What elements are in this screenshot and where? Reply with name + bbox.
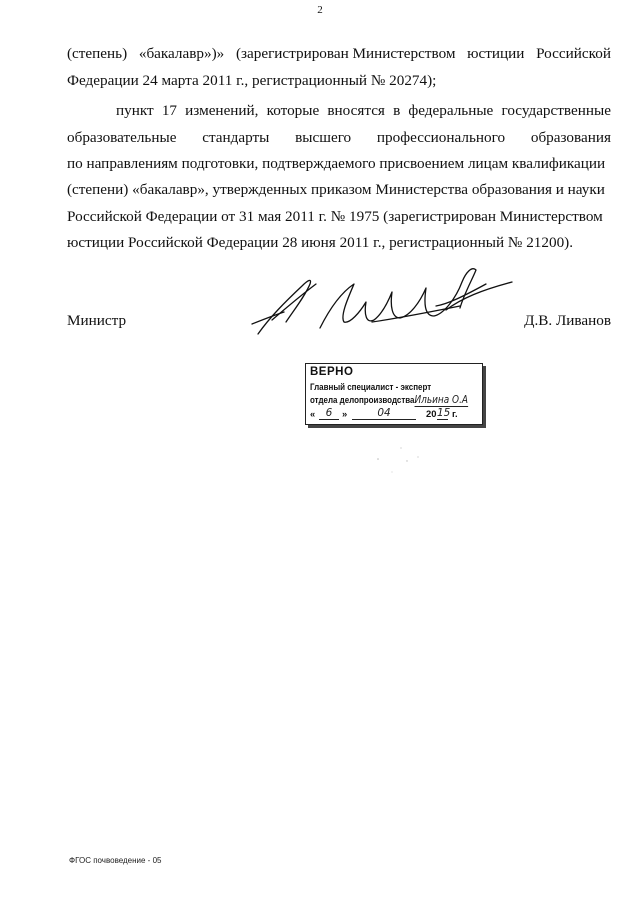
p1l1-word: (зарегистрирован Министерством — [235, 45, 456, 62]
date-year-prefix: 20 — [426, 408, 437, 419]
stamp-title: ВЕРНО — [310, 366, 354, 378]
date-year-unit: г. — [452, 408, 458, 419]
p2l2-word: профессионального — [376, 129, 506, 146]
minister-name: Д.В. Ливанов — [524, 312, 611, 329]
date-day: 6 — [319, 407, 339, 420]
p2l1-word: государственные — [501, 102, 611, 119]
paragraph2-line5: Российской Федерации от 31 мая 2011 г. № 1975 (зарегистрирован Министерством — [67, 208, 603, 225]
p1l1-word: юстиции — [467, 45, 525, 62]
date-month: 04 — [352, 407, 416, 420]
paragraph1-line2: Федерации 24 марта 2011 г., регистрационный № 20274); — [67, 72, 437, 89]
p2l1-word: вносятся — [327, 102, 385, 119]
p2l2-word: высшего — [295, 129, 352, 146]
minister-title: Министр — [67, 312, 127, 329]
p2l1-word: пункт — [116, 102, 154, 119]
p2l1-word: изменений, — [185, 102, 259, 119]
paragraph2-line3: по направлениям подготовки, подтверждаемого присвоением лицам квалификации — [67, 155, 606, 172]
footer-label: ФГОС почвоведение - 05 — [69, 856, 162, 865]
stamp-handwritten-name: Ильина О.А — [414, 394, 469, 406]
stamp-position: Главный специалист - эксперт — [310, 381, 432, 392]
date-year-suffix: 15 — [437, 407, 451, 419]
p2l2-word: образовательные — [67, 129, 177, 146]
p2l1-word: федеральные — [408, 102, 494, 119]
p2l1-word: которые — [266, 102, 320, 119]
stamp-department-label: отдела делопроизводства — [310, 394, 415, 405]
p1l1-word: (степень) — [67, 45, 128, 62]
paragraph2-line4: (степени) «бакалавр», утвержденных приказом Министерства образования и науки — [67, 181, 605, 198]
page-number: 2 — [317, 4, 323, 16]
p2l1-word: 17 — [161, 102, 178, 119]
p2l2-word: образования — [530, 129, 611, 146]
date-close-quote: » — [342, 408, 348, 419]
paragraph2-line6: юстиции Российской Федерации 28 июня 2011 г., регистрационный № 21200). — [67, 234, 574, 251]
date-open-quote: « — [310, 408, 316, 419]
p1l1-word: Российской — [536, 45, 611, 62]
p2l2-word: стандарты — [202, 129, 270, 146]
p2l1-word: в — [393, 102, 401, 119]
p1l1-word: «бакалавр»)» — [138, 45, 225, 62]
